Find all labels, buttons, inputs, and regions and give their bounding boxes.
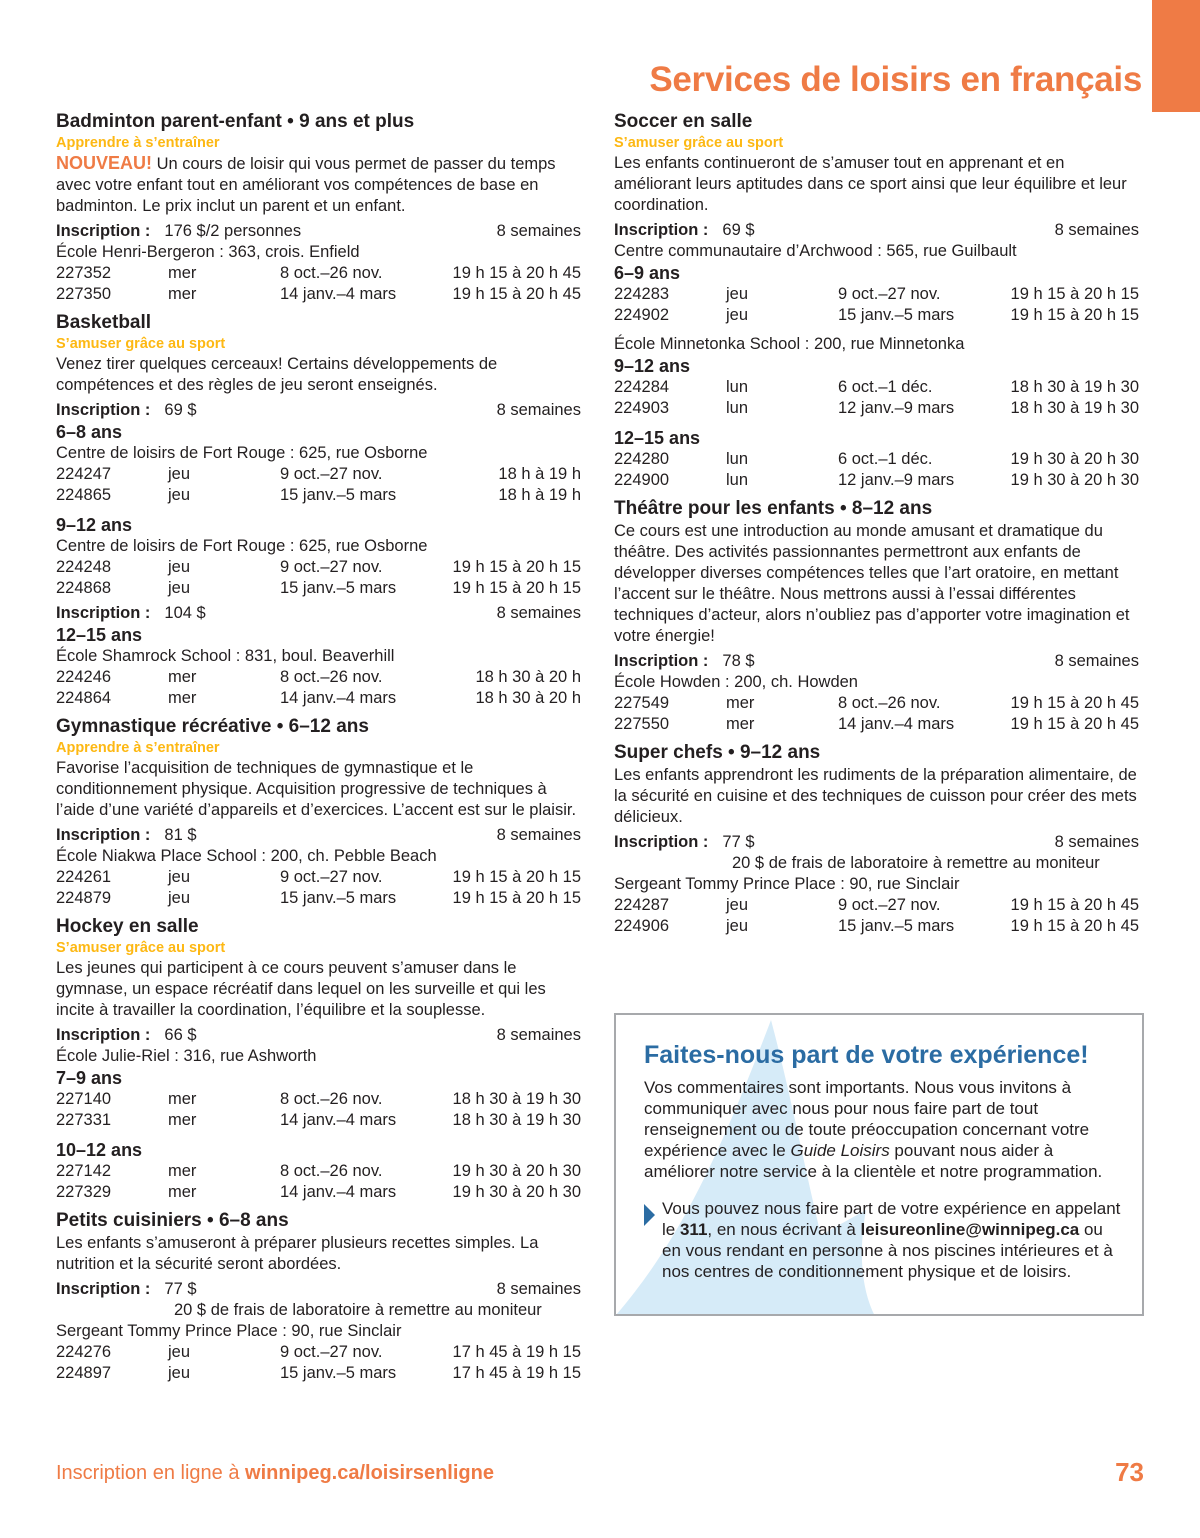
registration-line [56, 1025, 581, 1046]
course-code: 224261 [56, 868, 112, 886]
time: 18 h à 19 h [498, 486, 581, 504]
registration-label: Inscription : [56, 1280, 151, 1298]
course [614, 741, 1139, 937]
course-title: Théâtre pour les enfants • 8–12 ans [614, 498, 933, 519]
registration-link[interactable]: winnipeg.ca/loisirsenligne [245, 1462, 494, 1484]
time: 19 h 30 à 20 h 30 [1010, 450, 1139, 468]
price: 77 $ [164, 1280, 197, 1298]
location: École Minnetonka School : 200, rue Minnetonka [614, 335, 965, 353]
location: Sergeant Tommy Prince Place : 90, rue Sinclair [56, 1322, 402, 1340]
time: 18 h 30 à 19 h 30 [452, 1090, 581, 1108]
session-group [56, 514, 581, 599]
registration-line [56, 400, 581, 421]
session-group [56, 242, 581, 305]
course-code: 224276 [56, 1343, 112, 1361]
course-title: Petits cuisiniers • 6–8 ans [56, 1210, 289, 1231]
registration-label: Inscription : [56, 1026, 151, 1044]
time: 18 h 30 à 19 h 30 [452, 1111, 581, 1129]
course-description [614, 153, 1139, 216]
session-row [614, 377, 1139, 398]
location: École Howden : 200, ch. Howden [614, 673, 858, 691]
day: jeu [168, 868, 191, 886]
duration: 8 semaines [496, 1026, 581, 1044]
registration-price-group [614, 651, 755, 672]
session-group [614, 427, 1139, 491]
time: 19 h 15 à 20 h 15 [452, 868, 581, 886]
time: 17 h 45 à 19 h 15 [452, 1364, 581, 1382]
registration-price-group [614, 832, 755, 853]
course [56, 915, 581, 1203]
location: École Niakwa Place School : 200, ch. Pebble Beach [56, 847, 437, 865]
registration-line [56, 221, 581, 242]
day: jeu [726, 285, 749, 303]
time: 19 h 15 à 20 h 45 [1010, 896, 1139, 914]
time: 19 h 15 à 20 h 45 [452, 264, 581, 282]
course-code: 224879 [56, 889, 112, 907]
registration-label: Inscription : [56, 826, 151, 844]
course-code: 224284 [614, 378, 670, 396]
day: mer [168, 264, 197, 282]
course-description [56, 1233, 581, 1275]
day: mer [168, 1183, 197, 1201]
course-code: 227140 [56, 1090, 112, 1108]
description-text: Les jeunes qui participent à ce cours peuvent s’amuser dans le gymnase, un espace récréatif dans lequel on les surveille et qui les incite à travailler la coordination, l’équilibre et la souplesse. [56, 959, 546, 1019]
course [614, 110, 1139, 491]
dates: 9 oct.–27 nov. [280, 868, 383, 886]
session-group [614, 241, 1139, 326]
day: mer [726, 694, 755, 712]
duration: 8 semaines [496, 1280, 581, 1298]
session-row [614, 895, 1139, 916]
price: 176 $/2 personnes [164, 222, 302, 240]
session-row [614, 284, 1139, 305]
price: 81 $ [164, 826, 197, 844]
course [56, 311, 581, 709]
age-group: 12–15 ans [614, 428, 701, 448]
registration-line [56, 1279, 581, 1300]
registration-price-group [56, 825, 197, 846]
time: 19 h 15 à 20 h 15 [452, 579, 581, 597]
course [614, 497, 1139, 735]
course-title: Super chefs • 9–12 ans [614, 742, 821, 763]
registration-line [614, 220, 1139, 241]
duration: 8 semaines [1054, 221, 1139, 239]
course-code: 224246 [56, 668, 112, 686]
location: Centre communautaire d’Archwood : 565, rue Guilbault [614, 242, 1017, 260]
time: 19 h 30 à 20 h 30 [452, 1183, 581, 1201]
left-column [56, 110, 581, 1390]
dates: 14 janv.–4 mars [280, 1111, 397, 1129]
session-row [56, 1089, 581, 1110]
course-category: Apprendre à s’entraîner [56, 740, 220, 756]
time: 19 h 15 à 20 h 15 [452, 558, 581, 576]
dates: 14 janv.–4 mars [838, 715, 955, 733]
registration-price-group [56, 1279, 197, 1300]
registration-label: Inscription : [614, 221, 709, 239]
location: École Julie-Riel : 316, rue Ashworth [56, 1047, 317, 1065]
description-text: Venez tirer quelques cerceaux! Certains développements de compétences et des règles de jeu seront enseignés. [56, 355, 498, 394]
dates: 9 oct.–27 nov. [280, 558, 383, 576]
dates: 9 oct.–27 nov. [280, 465, 383, 483]
course-code: 224897 [56, 1364, 112, 1382]
dates: 6 oct.–1 déc. [838, 378, 933, 396]
day: mer [168, 285, 197, 303]
time: 18 h à 19 h [498, 465, 581, 483]
time: 19 h 30 à 20 h 30 [452, 1162, 581, 1180]
right-column [614, 110, 1139, 943]
time: 19 h 15 à 20 h 15 [1010, 285, 1139, 303]
session-row [614, 449, 1139, 470]
dates: 15 janv.–5 mars [280, 889, 397, 907]
duration: 8 semaines [1054, 652, 1139, 670]
day: jeu [168, 579, 191, 597]
duration: 8 semaines [496, 826, 581, 844]
age-group: 12–15 ans [56, 625, 143, 645]
description-text: Les enfants continueront de s’amuser tout en apprenant et en améliorant leurs aptitudes dans ce sport ainsi que leur équilibre et leur coordination. [614, 154, 1127, 214]
session-row [56, 557, 581, 578]
course-category: S’amuser grâce au sport [56, 940, 226, 956]
dates: 8 oct.–26 nov. [280, 668, 383, 686]
course-code: 227350 [56, 285, 112, 303]
registration-price-group [56, 400, 197, 421]
time: 19 h 15 à 20 h 45 [452, 285, 581, 303]
price: 104 $ [164, 604, 206, 622]
dates: 9 oct.–27 nov. [838, 896, 941, 914]
day: jeu [726, 917, 749, 935]
day: mer [726, 715, 755, 733]
dates: 14 janv.–4 mars [280, 285, 397, 303]
course-description [614, 521, 1139, 647]
registration-price-group [56, 603, 206, 624]
duration: 8 semaines [1054, 833, 1139, 851]
session-row [614, 398, 1139, 419]
session-row [56, 1182, 581, 1203]
course-code: 227352 [56, 264, 112, 282]
course-code: 224906 [614, 917, 670, 935]
course-category: Apprendre à s’entraîner [56, 135, 220, 151]
day: jeu [168, 1343, 191, 1361]
course-code: 224868 [56, 579, 112, 597]
day: jeu [168, 486, 191, 504]
registration-label: Inscription : [56, 222, 151, 240]
duration: 8 semaines [496, 222, 581, 240]
time: 19 h 15 à 20 h 45 [1010, 715, 1139, 733]
dates: 8 oct.–26 nov. [838, 694, 941, 712]
description-text: Les enfants s’amuseront à préparer plusieurs recettes simples. La nutrition et la sécurité seront abordées. [56, 1234, 539, 1273]
time: 18 h 30 à 20 h [475, 689, 581, 707]
course-code: 227550 [614, 715, 670, 733]
course-description [56, 958, 581, 1021]
session-group [56, 1067, 581, 1131]
session-group [56, 1139, 581, 1203]
course-description [56, 758, 581, 821]
day: jeu [168, 1364, 191, 1382]
course-code: 224280 [614, 450, 670, 468]
dates: 15 janv.–5 mars [838, 917, 955, 935]
session-row [614, 693, 1139, 714]
registration-price-group [56, 221, 301, 242]
day: jeu [168, 558, 191, 576]
location: Sergeant Tommy Prince Place : 90, rue Sinclair [614, 875, 960, 893]
time: 19 h 15 à 20 h 45 [1010, 694, 1139, 712]
time: 19 h 15 à 20 h 15 [452, 889, 581, 907]
course-code: 227142 [56, 1162, 112, 1180]
day: jeu [168, 465, 191, 483]
dates: 9 oct.–27 nov. [280, 1343, 383, 1361]
session-row [56, 667, 581, 688]
description-text: Les enfants apprendront les rudiments de la préparation alimentaire, de la sécurité en cuisine et des techniques de cuisson pour créer des mets délicieux. [614, 766, 1137, 826]
session-row [614, 916, 1139, 937]
location: Centre de loisirs de Fort Rouge : 625, rue Osborne [56, 444, 428, 462]
time: 18 h 30 à 19 h 30 [1010, 378, 1139, 396]
course-code: 227331 [56, 1111, 112, 1129]
age-group: 6–9 ans [614, 263, 681, 283]
guide-title: Guide Loisirs [790, 1141, 890, 1160]
description-text: Favorise l’acquisition de techniques de gymnastique et le conditionnement physique. Acquisition progressive de techniques à l’aide d’une variété d’appareils et d’exercices. L’accent est sur le plaisir. [56, 759, 577, 819]
course-title: Basketball [56, 312, 152, 333]
course-code: 224287 [614, 896, 670, 914]
day: mer [168, 1090, 197, 1108]
course-code: 224247 [56, 465, 112, 483]
description-text: Ce cours est une introduction au monde amusant et dramatique du théâtre. Des activités passionnantes permettront aux enfants de développer diverses compétences telles que l’art oratoire, en mettant l’accent sur le théâtre. Nous mettrons aussi à l’essai différentes techniques d’acteur, alors n’oubliez pas d’apporter votre imagination et votre énergie! [614, 522, 1130, 645]
new-badge: NOUVEAU! [56, 153, 153, 173]
course-description [56, 354, 581, 396]
location: Centre de loisirs de Fort Rouge : 625, rue Osborne [56, 537, 428, 555]
course-category: S’amuser grâce au sport [614, 135, 784, 151]
registration-label: Inscription : [614, 833, 709, 851]
session-row [56, 263, 581, 284]
price: 66 $ [164, 1026, 197, 1044]
course [56, 110, 581, 305]
page-header: Services de loisirs en français [649, 60, 1142, 99]
day: mer [168, 1111, 197, 1129]
session-group [56, 624, 581, 709]
dates: 14 janv.–4 mars [280, 1183, 397, 1201]
day: lun [726, 471, 749, 489]
dates: 15 janv.–5 mars [280, 579, 397, 597]
lab-fee: 20 $ de frais de laboratoire à remettre au moniteur [174, 1301, 542, 1319]
session-row [56, 284, 581, 305]
feedback-contact: Vous pouvez nous faire part de votre expérience en appelant le 311, en nous écrivant à leisureonline@winnipeg.ca ou en vous rendant en personne à nos piscines intérieures et à nos centres de conditionnement physique et de loisirs. [644, 1198, 1124, 1282]
dates: 15 janv.–5 mars [838, 306, 955, 324]
phone-number[interactable]: 311 [679, 1220, 708, 1239]
course-title: Soccer en salle [614, 111, 753, 132]
email-link[interactable]: leisureonline@winnipeg.ca [860, 1220, 1080, 1239]
time: 19 h 30 à 20 h 30 [1010, 471, 1139, 489]
feedback-title: Faites-nous part de votre expérience! [644, 1041, 1089, 1069]
corner-tab [1152, 0, 1200, 112]
duration: 8 semaines [496, 401, 581, 419]
day: mer [168, 1162, 197, 1180]
session-row [56, 1161, 581, 1182]
description-text: Un cours de loisir qui vous permet de passer du temps avec votre enfant tout en améliorant vos compétences de base en badminton. Le prix inclut un parent et un enfant. [56, 155, 556, 215]
session-group [56, 846, 581, 909]
course-category: S’amuser grâce au sport [56, 336, 226, 352]
location: École Shamrock School : 831, boul. Beaverhill [56, 647, 395, 665]
session-row [56, 464, 581, 485]
registration-line [56, 825, 581, 846]
price: 69 $ [722, 221, 755, 239]
session-row [614, 305, 1139, 326]
dates: 6 oct.–1 déc. [838, 450, 933, 468]
feedback-body: Vos commentaires sont importants. Nous vous invitons à communiquer avec nous pour nous faire part de tout renseignement ou de toute préoccupation concernant votre expérience avec le Guide Loisirs pouvant nous aider à améliorer notre service à la clientèle et notre programmation. [644, 1078, 1103, 1181]
registration-label: Inscription : [56, 604, 151, 622]
session-row [56, 578, 581, 599]
session-row [56, 688, 581, 709]
course-code: 227329 [56, 1183, 112, 1201]
day: jeu [726, 306, 749, 324]
session-row [614, 470, 1139, 491]
course-code: 227549 [614, 694, 670, 712]
session-group [614, 334, 1139, 419]
price: 77 $ [722, 833, 755, 851]
age-group: 7–9 ans [56, 1068, 123, 1088]
day: jeu [726, 896, 749, 914]
course-title: Hockey en salle [56, 916, 199, 937]
day: lun [726, 399, 749, 417]
course-code: 224903 [614, 399, 670, 417]
session-group [614, 672, 1139, 735]
age-group: 6–8 ans [56, 422, 123, 442]
day: lun [726, 378, 749, 396]
registration-label: Inscription : [614, 652, 709, 670]
day: mer [168, 668, 197, 686]
registration-price-group [56, 1025, 197, 1046]
course-title: Badminton parent-enfant • 9 ans et plus [56, 111, 415, 132]
price: 69 $ [164, 401, 197, 419]
session-row [56, 1110, 581, 1131]
dates: 12 janv.–9 mars [838, 399, 955, 417]
location: École Henri-Bergeron : 363, crois. Enfield [56, 243, 360, 261]
dates: 8 oct.–26 nov. [280, 264, 383, 282]
day: lun [726, 450, 749, 468]
session-row [614, 714, 1139, 735]
course [56, 1209, 581, 1384]
time: 18 h 30 à 20 h [475, 668, 581, 686]
course [56, 715, 581, 909]
duration: 8 semaines [496, 604, 581, 622]
session-group [56, 421, 581, 506]
course-code: 224865 [56, 486, 112, 504]
course-title: Gymnastique récréative • 6–12 ans [56, 716, 369, 737]
time: 18 h 30 à 19 h 30 [1010, 399, 1139, 417]
session-row [56, 867, 581, 888]
age-group: 9–12 ans [614, 356, 691, 376]
session-row [56, 1363, 581, 1384]
registration-line [614, 832, 1139, 853]
session-group [614, 874, 1139, 937]
dates: 15 janv.–5 mars [280, 486, 397, 504]
dates: 8 oct.–26 nov. [280, 1090, 383, 1108]
registration-line [56, 603, 581, 624]
time: 17 h 45 à 19 h 15 [452, 1343, 581, 1361]
course-code: 224900 [614, 471, 670, 489]
registration-label: Inscription : [56, 401, 151, 419]
course-code: 224283 [614, 285, 670, 303]
page-number: 73 [1115, 1457, 1144, 1487]
arrow-icon [644, 1204, 655, 1226]
dates: 8 oct.–26 nov. [280, 1162, 383, 1180]
dates: 12 janv.–9 mars [838, 471, 955, 489]
age-group: 9–12 ans [56, 515, 133, 535]
session-row [56, 485, 581, 506]
feedback-box [614, 1013, 1144, 1316]
registration-line [614, 651, 1139, 672]
lab-fee: 20 $ de frais de laboratoire à remettre au moniteur [732, 854, 1100, 872]
course-code: 224864 [56, 689, 112, 707]
course-description [56, 153, 581, 217]
time: 19 h 15 à 20 h 45 [1010, 917, 1139, 935]
course-code: 224902 [614, 306, 670, 324]
session-row [56, 888, 581, 909]
dates: 9 oct.–27 nov. [838, 285, 941, 303]
dates: 15 janv.–5 mars [280, 1364, 397, 1382]
footer-registration: Inscription en ligne à winnipeg.ca/loisirsenligne [56, 1462, 494, 1484]
day: jeu [168, 889, 191, 907]
course-description [614, 765, 1139, 828]
day: mer [168, 689, 197, 707]
price: 78 $ [722, 652, 755, 670]
time: 19 h 15 à 20 h 15 [1010, 306, 1139, 324]
session-row [56, 1342, 581, 1363]
age-group: 10–12 ans [56, 1140, 143, 1160]
session-group [56, 1321, 581, 1384]
course-code: 224248 [56, 558, 112, 576]
registration-price-group [614, 220, 755, 241]
dates: 14 janv.–4 mars [280, 689, 397, 707]
